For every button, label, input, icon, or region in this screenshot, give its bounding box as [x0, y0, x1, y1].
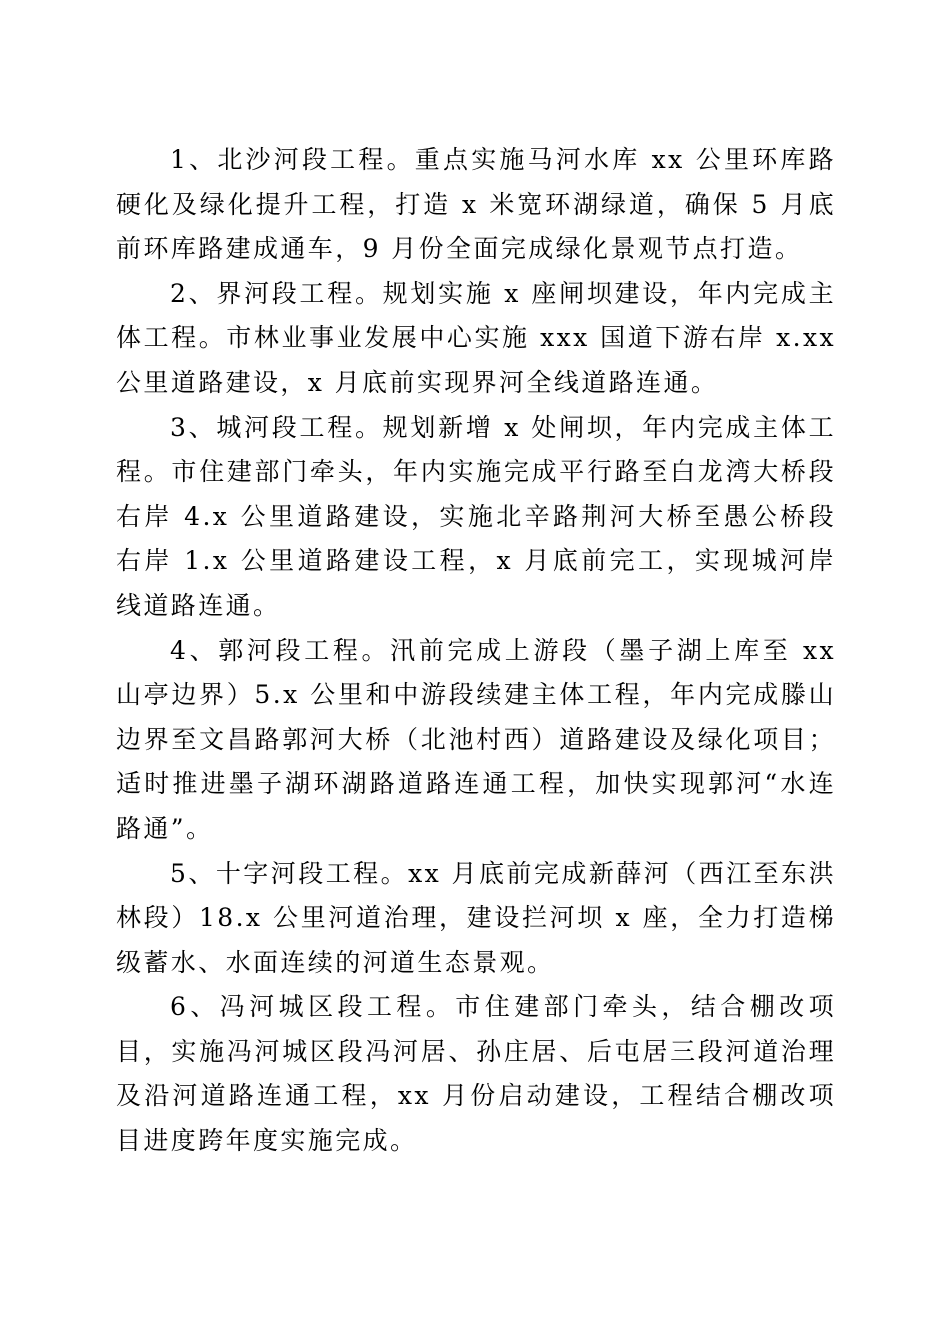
- paragraph-3-cheng-river: 3、城河段工程。规划新增 x 处闸坝，年内完成主体工程。市住建部门牵头，年内实施完成平行路至白龙湾大桥段右岸 4.x 公里道路建设，实施北辛路荆河大桥至愚公桥段右岸 1.x 公里道路建设工程，x 月底前完工，实现城河岸线道路连通。: [116, 412, 836, 620]
- paragraph-1-beisha-river: 1、北沙河段工程。重点实施马河水库 xx 公里环库路硬化及绿化提升工程，打造 x 米宽环湖绿道，确保 5 月底前环库路建成通车，9 月份全面完成绿化景观节点打造。: [116, 145, 836, 264]
- paragraph-6-feng-river: 6、冯河城区段工程。市住建部门牵头，结合棚改项目，实施冯河城区段冯河居、孙庄居、后屯居三段河道治理及沿河道路连通工程，xx 月份启动建设，工程结合棚改项目进度跨年度实施完成。: [116, 992, 836, 1156]
- document-body: [116, 138, 847, 1164]
- paragraph-2-jie-river: 2、界河段工程。规划实施 x 座闸坝建设，年内完成主体工程。市林业事业发展中心实施 xxx 国道下游右岸 x.xx 公里道路建设，x 月底前实现界河全线道路连通。: [116, 278, 847, 397]
- paragraph-5-shizi-river: 5、十字河段工程。xx 月底前完成新薛河（西江至东洪林段）18.x 公里河道治理，建设拦河坝 x 座，全力打造梯级蓄水、水面连续的河道生态景观。: [116, 858, 836, 977]
- paragraph-4-guo-river: 4、郭河段工程。汛前完成上游段（墨子湖上库至 xx 山亭边界）5.x 公里和中游段续建主体工程，年内完成滕山边界至文昌路郭河大桥（北池村西）道路建设及绿化项目；适时推进墨子湖环湖路道路连通工程，加快实现郭河“水连路通”。: [116, 635, 847, 843]
